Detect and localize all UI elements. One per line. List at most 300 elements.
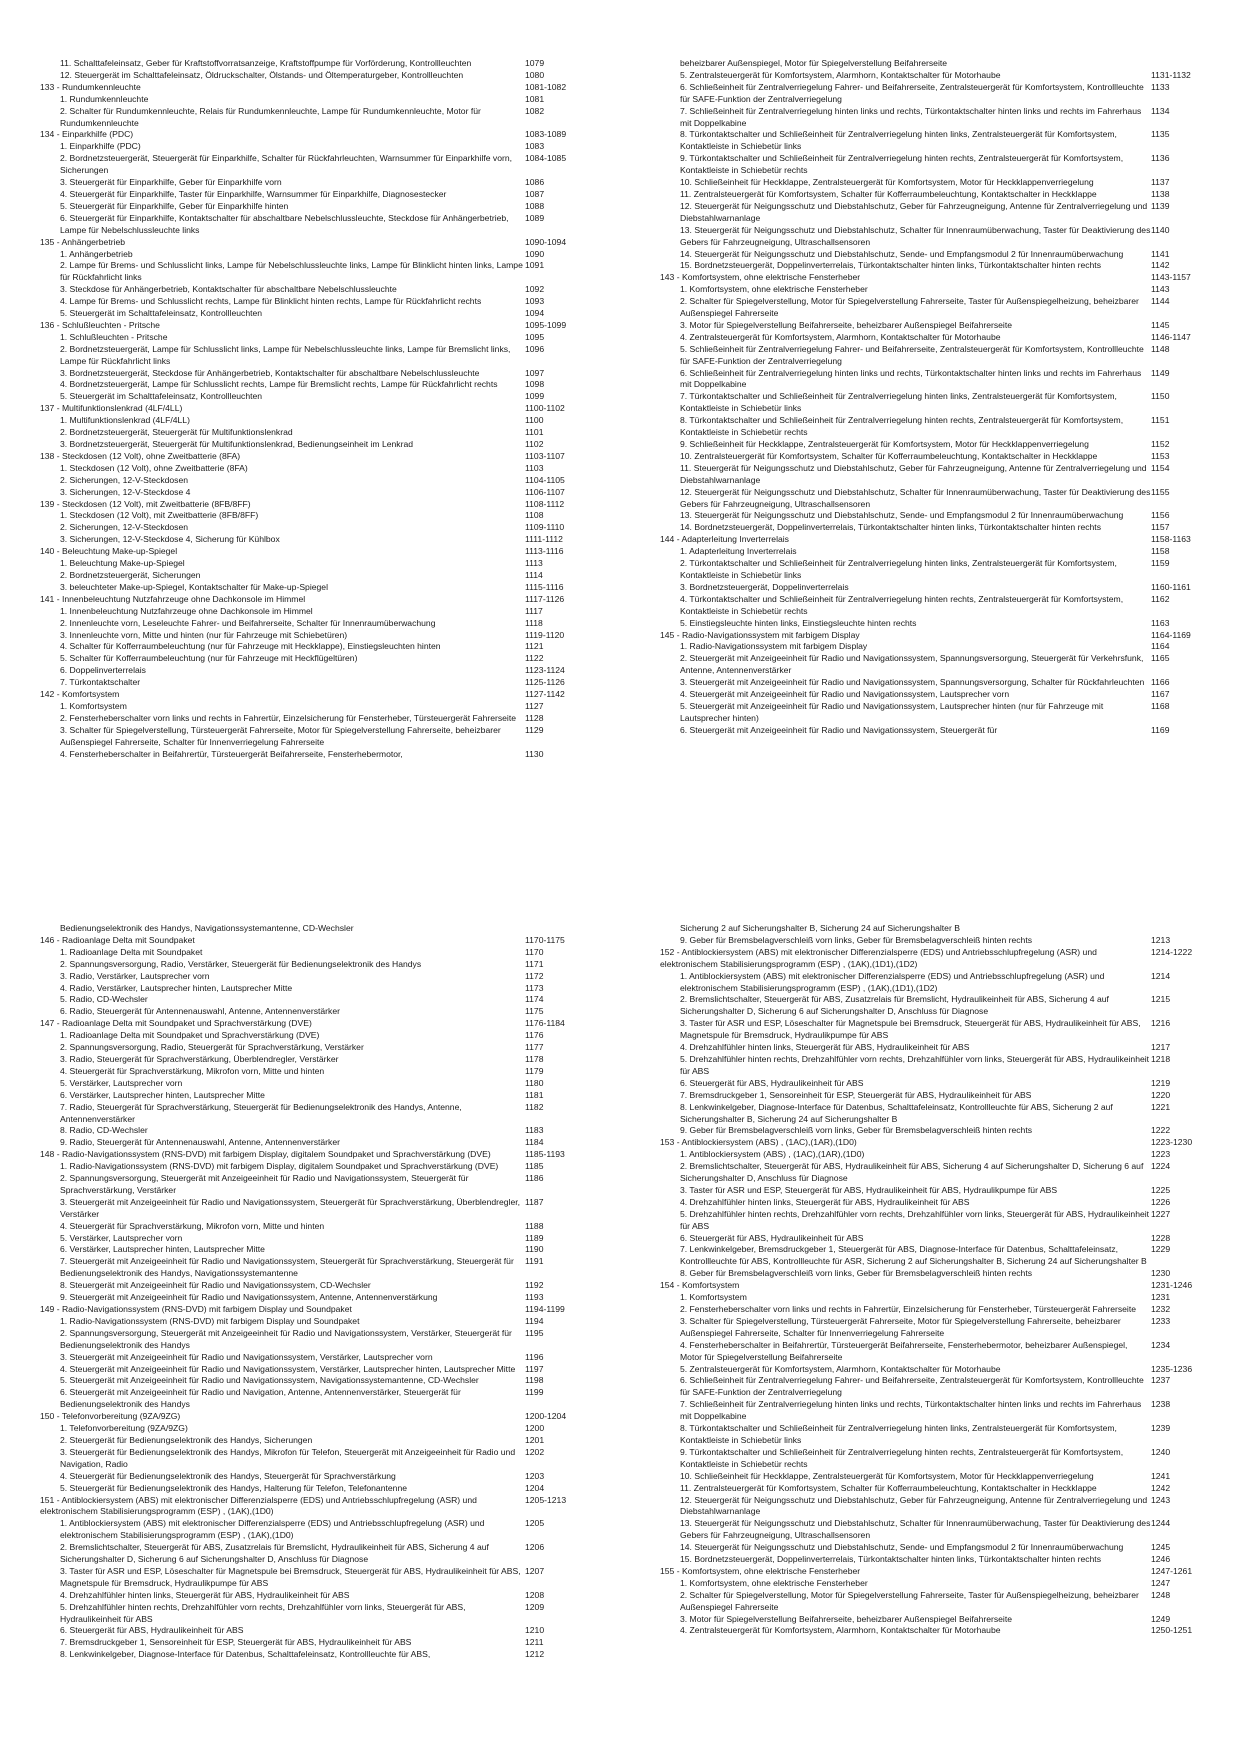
- toc-entry-title: 2. Bordnetzsteuergerät, Steuergerät für Multifunktionslenkrad: [60, 427, 293, 438]
- toc-subentry: [40, 1518, 675, 1542]
- toc-entry-title: 8. Lenkwinkelgeber, Diagnose-Interface für Datenbus, Schalttafeleinsatz, Kontrollleuchte für ABS, Sicherung 2 auf Sicherungshalter B, Sicherung 24 auf Sicherungshalter B: [680, 1101, 1113, 1124]
- toc-entry-title: 3. Bordnetzsteuergerät, Steuergerät für Multifunktionslenkrad, Bedienungseinheit im Lenkrad: [60, 439, 414, 449]
- toc-entry-page: 1136: [1151, 153, 1170, 164]
- toc-subentry: [40, 1649, 675, 1661]
- toc-entry-page: 1123-1124: [525, 665, 565, 676]
- toc-subentry: [660, 1375, 1220, 1399]
- toc-entry-title: 4. Schalter für Kofferraumbeleuchtung (nur für Fahrzeuge mit Heckklappe), Einstiegsleuchten hinten: [60, 641, 441, 652]
- toc-subentry: [660, 677, 1220, 689]
- toc-entry-page: 1130: [525, 748, 544, 759]
- toc-entry-title: 6. Steuergerät für ABS, Hydraulikeinheit für ABS: [60, 1625, 244, 1636]
- toc-entry-page: 1224: [1151, 1161, 1171, 1172]
- toc-entry-page: 1185: [525, 1161, 544, 1172]
- toc-entry-title: 9. Geber für Bremsbelagverschleiß vorn links, Geber für Bremsbelagverschleiß hinten rechts: [680, 934, 1033, 945]
- toc-subentry: [660, 189, 1220, 201]
- toc-entry-title: 2. Bordnetzsteuergerät, Lampe für Schlusslicht links, Lampe für Nebelschlussleuchte links, Lampe für Bremslicht links, Lampe für Rückfahrlicht links: [60, 343, 511, 366]
- toc-subentry: [660, 1054, 1220, 1078]
- toc-entry-page: 1125-1126: [525, 677, 565, 688]
- toc-entry-page: 1170: [525, 946, 544, 957]
- toc-entry-title: 2. Sicherungen, 12-V-Steckdosen: [60, 474, 189, 485]
- toc-top-right: [660, 58, 1220, 737]
- toc-entry-page: 1168: [1151, 700, 1170, 711]
- toc-entry-page: 1176-1184: [525, 1018, 565, 1029]
- toc-subentry: [660, 177, 1220, 189]
- toc-subentry: [660, 451, 1220, 463]
- toc-entry-page: 1080: [525, 69, 545, 80]
- toc-subentry: [660, 725, 1220, 737]
- toc-entry-title: 7. Steuergerät mit Anzeigeeinheit für Radio und Navigationssystem, Steuergerät für Sprachverstärkung, Steuergerät für Bedienungselektronik des Handys, Navigationssystemantenne: [60, 1256, 514, 1279]
- toc-entry-page: 1138: [1151, 188, 1170, 199]
- toc-entry-title: 5. Steuergerät mit Anzeigeeinheit für Radio und Navigationssystem, Navigationssystemantenne, CD-Wechsler: [60, 1375, 479, 1386]
- toc-entry-page: 1100-1102: [525, 403, 565, 414]
- toc-subentry: [660, 510, 1220, 522]
- toc-entry-title: 6. Steuergerät für ABS, Hydraulikeinheit für ABS: [680, 1077, 864, 1088]
- toc-entry-title: 3. Steuergerät mit Anzeigeeinheit für Radio und Navigationssystem, Verstärker, Lautsprecher vorn: [60, 1351, 433, 1362]
- toc-entry-title: 8. Steuergerät mit Anzeigeeinheit für Radio und Navigationssystem, CD-Wechsler: [60, 1280, 371, 1291]
- toc-chapter-entry: [40, 82, 675, 94]
- toc-entry-page: 1209: [525, 1601, 545, 1612]
- toc-entry-page: 1180: [525, 1077, 544, 1088]
- toc-subentry: [660, 522, 1220, 534]
- toc-subentry: [660, 1316, 1220, 1340]
- toc-subentry: [660, 701, 1220, 725]
- toc-entry-page: 1087: [525, 188, 545, 199]
- toc-entry-title: 5. Schalter für Kofferraumbeleuchtung (nur für Fahrzeuge mit Heckflügeltüren): [60, 653, 358, 664]
- toc-entry-page: 1222: [1151, 1125, 1171, 1136]
- toc-entry-title: 3. Innenleuchte vorn, Mitte und hinten (nur für Fahrzeuge mit Schiebetüren): [60, 629, 348, 640]
- toc-entry-title: 142 - Komfortsystem: [40, 689, 120, 700]
- toc-chapter-entry: [40, 1018, 675, 1030]
- toc-entry-page: 1150: [1151, 391, 1170, 402]
- toc-subentry: [660, 1614, 1220, 1626]
- toc-subentry: [40, 558, 675, 570]
- toc-entry-title: 6. Steuergerät für ABS, Hydraulikeinheit für ABS: [680, 1232, 864, 1243]
- toc-entry-title: 152 - Antiblockiersystem (ABS) mit elektronischer Differenzialsperre (EDS) und Antriebsschlupfregelung (ASR) und elektronischem Stabilisierungsprogramm (ESP) , (1AK),(1D1),(1D2): [660, 946, 1097, 969]
- toc-entry-title: 2. Schalter für Spiegelverstellung, Motor für Spiegelverstellung Fahrerseite, Taster für Außenspiegelheizung, beheizbarer Außenspiegel Fahrerseite: [680, 296, 1139, 319]
- toc-subentry: [660, 201, 1220, 225]
- toc-entry-title: 1. Komfortsystem: [680, 1292, 747, 1303]
- toc-entry-title: 2. Innenleuchte vorn, Leseleuchte Fahrer- und Beifahrerseite, Schalter für Innenraumüberwachung: [60, 617, 436, 628]
- toc-entry-title: 2. Steuergerät für Bedienungselektronik des Handys, Sicherungen: [60, 1434, 313, 1445]
- toc-entry-title: 3. Bordnetzsteuergerät, Steckdose für Anhängerbetrieb, Kontaktschalter für abschaltbare Nebelschlussleuchte: [60, 367, 480, 378]
- toc-chapter-entry: [40, 451, 675, 463]
- toc-subentry: [660, 82, 1220, 106]
- toc-entry-title: 3. Radio, Verstärker, Lautsprecher vorn: [60, 970, 210, 981]
- toc-entry-page: 1210: [525, 1625, 545, 1636]
- toc-entry-title: 4. Steuergerät mit Anzeigeeinheit für Radio und Navigationssystem, Lautsprecher vorn: [680, 689, 1010, 700]
- toc-subentry: [660, 415, 1220, 439]
- toc-entry-title: 2. Fensterheberschalter vorn links und rechts in Fahrertür, Einzelsicherung für Fensterheber, Türsteuergerät Fahrerseite: [680, 1304, 1137, 1314]
- toc-subentry: [40, 415, 675, 427]
- toc-entry-page: 1185-1193: [525, 1149, 565, 1160]
- toc-entry-page: 1192: [525, 1280, 544, 1291]
- toc-entry-page: 1146-1147: [1151, 331, 1191, 342]
- toc-entry-title: 5. Drehzahlfühler hinten rechts, Drehzahlfühler vorn rechts, Drehzahlfühler vorn links, Steuergerät für ABS, Hydraulikeinheit für ABS: [680, 1208, 1150, 1231]
- toc-entry-title: 150 - Telefonvorbereitung (9ZA/9ZG): [40, 1411, 181, 1422]
- toc-entry-title: 15. Bordnetzsteuergerät, Doppelinverterrelais, Türkontaktschalter hinten links, Türkontaktschalter hinten rechts: [680, 1554, 1101, 1565]
- toc-subentry: [40, 260, 675, 284]
- toc-subentry: [40, 1625, 675, 1637]
- toc-subentry: [40, 1328, 675, 1352]
- toc-entry-title: 2. Türkontaktschalter und Schließeinheit für Zentralverriegelung hinten links, Zentralsteuergerät für Komfortsystem, Kontaktleiste in Schiebetür links: [680, 558, 1117, 580]
- toc-entry-title: 1. Radioanlage Delta mit Soundpaket und Sprachverstärkung (DVE): [60, 1030, 320, 1041]
- toc-entry-page: 1230: [1151, 1268, 1171, 1279]
- toc-subentry: [40, 1435, 675, 1447]
- toc-entry-page: 1103: [525, 462, 544, 473]
- toc-entry-title: 2. Lampe für Brems- und Schlusslicht links, Lampe für Nebelschlussleuchte links, Lampe für Blinklicht hinten links, Lampe für Rückfahrlicht links: [60, 260, 523, 283]
- toc-subentry: [40, 1137, 675, 1149]
- toc-chapter-entry: [660, 1566, 1220, 1578]
- toc-entry-title: 2. Spannungsversorgung, Radio, Verstärker, Steuergerät für Bedienungselektronik des Handys: [60, 958, 422, 969]
- toc-subentry: [660, 58, 1220, 70]
- toc-entry-title: 4. Steuergerät mit Anzeigeeinheit für Radio und Navigationssystem, Verstärker, Lautsprecher hinten, Lautsprecher Mitte: [60, 1363, 516, 1374]
- toc-subentry: [40, 391, 675, 403]
- toc-entry-page: 1191: [525, 1256, 544, 1267]
- toc-subentry: [660, 1233, 1220, 1245]
- toc-subentry: [40, 983, 675, 995]
- toc-entry-page: 1198: [525, 1375, 544, 1386]
- toc-entry-page: 1164: [1151, 641, 1170, 652]
- toc-entry-page: 1194: [525, 1315, 544, 1326]
- toc-entry-page: 1090-1094: [525, 236, 567, 247]
- toc-entry-title: 136 - Schlußleuchten - Pritsche: [40, 319, 160, 330]
- toc-entry-title: Sicherung 2 auf Sicherungshalter B, Sicherung 24 auf Sicherungshalter B: [680, 923, 960, 933]
- toc-entry-page: 1158-1163: [1151, 534, 1191, 545]
- toc-subentry: [40, 1042, 675, 1054]
- toc-entry-page: 1169: [1151, 724, 1170, 735]
- toc-subentry: [660, 153, 1220, 177]
- toc-entry-page: 1233: [1151, 1315, 1171, 1326]
- toc-entry-page: 1204: [525, 1482, 545, 1493]
- toc-subentry: [40, 463, 675, 475]
- toc-entry-title: 11. Zentralsteuergerät für Komfortsystem, Schalter für Kofferraumbeleuchtung, Kontaktschalter in Heckklappe: [680, 1482, 1097, 1493]
- toc-entry-page: 1240: [1151, 1446, 1171, 1457]
- toc-subentry: [40, 249, 675, 261]
- toc-subentry: [660, 332, 1220, 344]
- toc-entry-title: 13. Steuergerät für Neigungsschutz und Diebstahlschutz, Schalter für Innenraumüberwachung, Taster für Deaktivierung des Gebers für Fahrzeugneigung, Ultraschallsensoren: [680, 1518, 1151, 1541]
- toc-entry-title: 8. Türkontaktschalter und Schließeinheit für Zentralverriegelung hinten rechts, Zentralsteuergerät für Komfortsystem, Kontaktleiste in Schiebetür rechts: [680, 415, 1124, 438]
- toc-entry-page: 1137: [1151, 177, 1170, 188]
- toc-entry-page: 1133: [1151, 81, 1170, 92]
- toc-subentry: [40, 1387, 675, 1411]
- toc-entry-page: 1200-1204: [525, 1411, 567, 1422]
- toc-subentry: [660, 1625, 1220, 1637]
- toc-chapter-entry: [660, 272, 1220, 284]
- toc-entry-title: 144 - Adapterleitung Inverterrelais: [660, 534, 789, 545]
- toc-subentry: [40, 106, 675, 130]
- toc-entry-title: 1. Steckdosen (12 Volt), mit Zweitbatterie (8FB/8FF): [60, 510, 259, 521]
- toc-subentry: [40, 427, 675, 439]
- toc-subentry: [660, 1125, 1220, 1137]
- toc-entry-page: 1194-1199: [525, 1304, 565, 1314]
- toc-entry-title: 1. Radio-Navigationssystem (RNS-DVD) mit farbigem Display und Soundpaket: [60, 1315, 360, 1326]
- toc-entry-page: 1214: [1151, 970, 1171, 981]
- toc-entry-page: 1205: [525, 1518, 545, 1529]
- toc-entry-page: 1187: [525, 1196, 544, 1207]
- toc-entry-title: 1. Schlußleuchten - Pritsche: [60, 331, 168, 342]
- toc-subentry: [40, 1602, 675, 1626]
- toc-entry-title: 5. Drehzahlfühler hinten rechts, Drehzahlfühler vorn rechts, Drehzahlfühler vorn links, Steuergerät für ABS, Hydraulikeinheit für ABS: [60, 1601, 466, 1624]
- toc-entry-page: 1097: [525, 367, 545, 378]
- toc-entry-title: 1. Radio-Navigationssystem mit farbigem Display: [680, 641, 868, 652]
- toc-entry-page: 1250-1251: [1151, 1625, 1193, 1636]
- toc-entry-title: 4. Bordnetzsteuergerät, Lampe für Schlusslicht rechts, Lampe für Bremslicht rechts, Lampe für Rückfahrlicht rechts: [60, 379, 498, 390]
- toc-entry-title: 7. Radio, Steuergerät für Sprachverstärkung, Steuergerät für Bedienungselektronik des Handys, Antenne, Antennenverstärker: [60, 1101, 462, 1124]
- toc-entry-page: 1164-1169: [1151, 629, 1191, 640]
- toc-subentry: [660, 1340, 1220, 1364]
- toc-subentry: [40, 1197, 675, 1221]
- toc-entry-page: 1239: [1151, 1423, 1171, 1434]
- toc-entry-page: 1117: [525, 605, 543, 616]
- toc-entry-title: 2. Bremslichtschalter, Steuergerät für ABS, Zusatzrelais für Bremslicht, Hydraulikeinheit für ABS, Sicherung 4 auf Sicherungshalter D, Sicherung 6 auf Sicherungshalter D, Anschluss für Diagnose: [680, 994, 1109, 1017]
- toc-subentry: [40, 1280, 675, 1292]
- toc-entry-title: 2. Schalter für Spiegelverstellung, Motor für Spiegelverstellung Fahrerseite, Taster für Außenspiegelheizung, beheizbarer Außenspiegel Fahrerseite: [680, 1589, 1139, 1612]
- toc-entry-page: 1095: [525, 331, 545, 342]
- toc-entry-title: 5. Steuergerät für Bedienungselektronik des Handys, Halterung für Telefon, Telefonantenne: [60, 1482, 408, 1493]
- toc-entry-page: 1148: [1151, 343, 1170, 354]
- toc-chapter-entry: [40, 689, 675, 701]
- toc-subentry: [660, 1018, 1220, 1042]
- toc-subentry: [40, 1066, 675, 1078]
- toc-entry-title: 5. Steuergerät im Schalttafeleinsatz, Kontrollleuchten: [60, 308, 263, 319]
- toc-entry-title: 4. Lampe für Brems- und Schlusslicht rechts, Lampe für Blinklicht hinten rechts, Lampe für Rückfahrlicht rechts: [60, 296, 482, 307]
- toc-entry-title: 6. Verstärker, Lautsprecher hinten, Lautsprecher Mitte: [60, 1089, 265, 1100]
- toc-subentry: [660, 935, 1220, 947]
- toc-entry-page: 1231-1246: [1151, 1280, 1193, 1291]
- toc-entry-title: 4. Drehzahlfühler hinten links, Steuergerät für ABS, Hydraulikeinheit für ABS: [60, 1589, 350, 1600]
- toc-subentry: [40, 677, 675, 689]
- toc-entry-title: 1. Radio-Navigationssystem (RNS-DVD) mit farbigem Display, digitalem Soundpaket und Sprachverstärkung (DVE): [60, 1161, 499, 1172]
- toc-chapter-entry: [40, 499, 675, 511]
- toc-entry-title: 154 - Komfortsystem: [660, 1280, 740, 1291]
- toc-entry-page: 1227: [1151, 1208, 1171, 1219]
- toc-entry-title: 1. Rundumkennleuchte: [60, 93, 149, 104]
- toc-subentry: [40, 1221, 675, 1233]
- toc-subentry: [40, 1102, 675, 1126]
- toc-subentry: [660, 106, 1220, 130]
- toc-chapter-entry: [40, 1149, 675, 1161]
- toc-entry-title: 12. Steuergerät für Neigungsschutz und Diebstahlschutz, Geber für Fahrzeugneigung, Antenne für Zentralverriegelung und Diebstahlwarnanlage: [680, 1494, 1148, 1517]
- toc-entry-page: 1238: [1151, 1399, 1171, 1410]
- toc-entry-page: 1114: [525, 569, 543, 580]
- toc-subentry: [660, 994, 1220, 1018]
- toc-entry-page: 1118: [525, 617, 543, 628]
- toc-entry-title: 4. Steuergerät für Sprachverstärkung, Mikrofon vorn, Mitte und hinten: [60, 1220, 325, 1231]
- toc-entry-page: 1200: [525, 1423, 545, 1434]
- toc-subentry: [660, 1268, 1220, 1280]
- toc-subentry: [40, 582, 675, 594]
- toc-entry-title: 1. Anhängerbetrieb: [60, 248, 133, 259]
- toc-subentry: [40, 618, 675, 630]
- toc-entry-page: 1212: [525, 1649, 545, 1660]
- toc-subentry: [40, 332, 675, 344]
- toc-entry-page: [1151, 58, 1220, 70]
- toc-subentry: [40, 1030, 675, 1042]
- toc-entry-title: 3. Motor für Spiegelverstellung Beifahrerseite, beheizbarer Außenspiegel Beifahrerseite: [680, 319, 1013, 330]
- toc-entry-title: 12. Steuergerät im Schalttafeleinsatz, Öldruckschalter, Ölstands- und Öltemperaturgeber, Kontrollleuchten: [60, 69, 464, 80]
- toc-subentry: [40, 1352, 675, 1364]
- toc-entry-title: 1. Radioanlage Delta mit Soundpaket: [60, 946, 203, 957]
- toc-subentry: [660, 1423, 1220, 1447]
- toc-entry-page: 1206: [525, 1542, 545, 1553]
- toc-entry-title: 5. Drehzahlfühler hinten rechts, Drehzahlfühler vorn rechts, Drehzahlfühler vorn links, Steuergerät für ABS, Hydraulikeinheit für ABS: [680, 1053, 1150, 1076]
- toc-entry-page: 1248: [1151, 1589, 1171, 1600]
- toc-entry-page: 1149: [1151, 367, 1170, 378]
- toc-entry-page: 1245: [1151, 1542, 1171, 1553]
- toc-entry-title: 134 - Einparkhilfe (PDC): [40, 129, 134, 140]
- toc-entry-title: 3. Taster für ASR und ESP, Löseschalter für Magnetspule bei Bremsdruck, Steuergerät für ABS, Hydraulikeinheit für ABS, Magnetspule für Bremsdruck, Hydraulikpumpe für ABS: [60, 1565, 521, 1588]
- toc-entry-title: 1. Komfortsystem, ohne elektrische Fensterheber: [680, 284, 868, 295]
- toc-entry-title: 148 - Radio-Navigationssystem (RNS-DVD) mit farbigem Display, digitalem Soundpaket und Sprachverstärkung (DVE): [40, 1149, 491, 1160]
- toc-subentry: [40, 344, 675, 368]
- toc-entry-title: 135 - Anhängerbetrieb: [40, 236, 126, 247]
- toc-entry-page: 1223-1230: [1151, 1137, 1193, 1148]
- toc-entry-page: 1167: [1151, 689, 1170, 700]
- toc-subentry: [660, 1161, 1220, 1185]
- toc-subentry: [660, 653, 1220, 677]
- toc-subentry: [40, 570, 675, 582]
- toc-entry-page: 1094: [525, 308, 545, 319]
- toc-subentry: [40, 1483, 675, 1495]
- toc-subentry: [660, 1554, 1220, 1566]
- toc-entry-title: 151 - Antiblockiersystem (ABS) mit elektronischer Differenzialsperre (EDS) und Antriebsschlupfregelung (ASR) und elektronischem Stabilisierungsprogramm (ESP) , (1AK),(1D0): [40, 1494, 477, 1517]
- toc-entry-title: 4. Steuergerät für Bedienungselektronik des Handys, Steuergerät für Sprachverstärkung: [60, 1470, 396, 1481]
- toc-chapter-entry: [40, 1411, 675, 1423]
- toc-subentry: [660, 1090, 1220, 1102]
- toc-chapter-entry: [40, 546, 675, 558]
- toc-entry-page: 1131-1132: [1151, 69, 1191, 80]
- toc-subentry: [40, 1090, 675, 1102]
- toc-entry-title: 9. Radio, Steuergerät für Antennenauswahl, Antenne, Antennenverstärker: [60, 1137, 340, 1148]
- toc-entry-title: 5. Schließeinheit für Zentralverriegelung Fahrer- und Beifahrerseite, Zentralsteuergerät für Komfortsystem, Kontrollleuchte für SAFE-Funktion der Zentralverriegelung: [680, 343, 1144, 366]
- toc-entry-page: 1104-1105: [525, 474, 565, 485]
- toc-entry-title: 2. Spannungsversorgung, Steuergerät mit Anzeigeeinheit für Radio und Navigationssystem, Verstärker, Steuergerät für Bedienungselektronik des Handys: [60, 1327, 512, 1350]
- toc-subentry: [40, 1292, 675, 1304]
- toc-entry-page: 1109-1110: [525, 522, 565, 533]
- toc-subentry: [40, 522, 675, 534]
- toc-entry-page: 1207: [525, 1565, 545, 1576]
- toc-entry-title: 2. Schalter für Rundumkennleuchte, Relais für Rundumkennleuchte, Lampe für Rundumkennleuchte, Motor für Rundumkennleuchte: [60, 105, 481, 128]
- toc-entry-title: 2. Spannungsversorgung, Radio, Steuergerät für Sprachverstärkung, Verstärker: [60, 1042, 364, 1053]
- toc-entry-title: 4. Zentralsteuergerät für Komfortsystem, Alarmhorn, Kontaktschalter für Motorhaube: [680, 1625, 1001, 1636]
- toc-subentry: [40, 201, 675, 213]
- toc-entry-page: 1184: [525, 1137, 544, 1148]
- toc-entry-page: 1247: [1151, 1577, 1171, 1588]
- toc-entry-page: 1234: [1151, 1339, 1171, 1350]
- toc-entry-page: 1176: [525, 1030, 544, 1041]
- toc-entry-title: 12. Steuergerät für Neigungsschutz und Diebstahlschutz, Geber für Fahrzeugneigung, Antenne für Zentralverriegelung und Diebstahlwarnanlage: [680, 200, 1148, 223]
- toc-entry-page: 1208: [525, 1589, 545, 1600]
- toc-entry-page: 1178: [525, 1053, 544, 1064]
- toc-chapter-entry: [40, 320, 675, 332]
- toc-entry-title: 3. beleuchteter Make-up-Spiegel, Kontaktschalter für Make-up-Spiegel: [60, 581, 328, 592]
- toc-entry-title: 3. Bordnetzsteuergerät, Doppelinverterrelais: [680, 581, 849, 592]
- toc-entry-page: 1199: [525, 1387, 544, 1398]
- toc-entry-title: 13. Steuergerät für Neigungsschutz und Diebstahlschutz, Schalter für Innenraumüberwachung, Taster für Deaktivierung des Gebers für Fahrzeugneigung, Ultraschallsensoren: [680, 224, 1151, 247]
- toc-entry-title: 3. Taster für ASR und ESP, Steuergerät für ABS, Hydraulikeinheit für ABS, Hydraulikpumpe für ABS: [680, 1184, 1058, 1195]
- toc-entry-title: 10. Schließeinheit für Heckklappe, Zentralsteuergerät für Komfortsystem, Motor für Heckklappenverriegelung: [680, 1470, 1094, 1481]
- toc-subentry: [660, 463, 1220, 487]
- toc-chapter-entry: [40, 1304, 675, 1316]
- toc-subentry: [660, 1590, 1220, 1614]
- toc-entry-title: 6. Steuergerät mit Anzeigeeinheit für Radio und Navigation, Antenne, Antennenverstärker, Steuergerät für Bedienungselektronik des Handys: [60, 1387, 461, 1410]
- toc-subentry: [660, 1542, 1220, 1554]
- toc-entry-page: 1082: [525, 105, 545, 116]
- toc-entry-title: 2. Bordnetzsteuergerät, Steuergerät für Einparkhilfe, Schalter für Rückfahrleuchten, Warnsummer für Einparkhilfe vorn, Sicherungen: [60, 153, 513, 176]
- toc-chapter-entry: [40, 237, 675, 249]
- toc-entry-page: 1215: [1151, 994, 1171, 1005]
- toc-subentry: [40, 606, 675, 618]
- toc-entry-title: 1. Antiblockiersystem (ABS) , (1AC),(1AR),(1D0): [680, 1149, 865, 1160]
- toc-subentry: [40, 308, 675, 320]
- toc-entry-title: 1. Steckdosen (12 Volt), ohne Zweitbatterie (8FA): [60, 462, 248, 473]
- toc-entry-title: Bedienungselektronik des Handys, Navigationssystemantenne, CD-Wechsler: [60, 923, 354, 933]
- toc-entry-title: 5. Einstiegsleuchte hinten links, Einstiegsleuchte hinten rechts: [680, 617, 917, 628]
- toc-chapter-entry: [660, 947, 1220, 971]
- toc-entry-title: 3. Steckdose für Anhängerbetrieb, Kontaktschalter für abschaltbare Nebelschlussleuchte: [60, 284, 397, 295]
- toc-subentry: [40, 439, 675, 451]
- toc-entry-title: 2. Bordnetzsteuergerät, Sicherungen: [60, 569, 201, 580]
- toc-subentry: [40, 379, 675, 391]
- toc-subentry: [40, 368, 675, 380]
- toc-subentry: [40, 749, 675, 761]
- toc-entry-title: 3. Schalter für Spiegelverstellung, Türsteuergerät Fahrerseite, Motor für Spiegelverstellung Fahrerseite, beheizbarer Außenspiegel Fahrerseite, Schalter für Innenverriegelung Fahrerseite: [60, 724, 501, 747]
- toc-entry-page: 1237: [1151, 1375, 1171, 1386]
- toc-entry-title: 5. Zentralsteuergerät für Komfortsystem, Alarmhorn, Kontaktschalter für Motorhaube: [680, 1363, 1001, 1374]
- toc-entry-title: 7. Schließeinheit für Zentralverriegelung hinten links und rechts, Türkontaktschalter hinten links und rechts im Fahrerhaus mit Doppelkabine: [680, 1399, 1142, 1422]
- toc-entry-title: 1. Beleuchtung Make-up-Spiegel: [60, 558, 185, 569]
- toc-subentry: [40, 1233, 675, 1245]
- toc-entry-title: 9. Türkontaktschalter und Schließeinheit für Zentralverriegelung hinten rechts, Zentralsteuergerät für Komfortsystem, Kontaktleiste in Schiebetür rechts: [680, 1446, 1124, 1469]
- toc-entry-title: 5. Zentralsteuergerät für Komfortsystem, Alarmhorn, Kontaktschalter für Motorhaube: [680, 69, 1001, 80]
- toc-entry-title: 8. Radio, CD-Wechsler: [60, 1125, 148, 1136]
- toc-entry-page: 1153: [1151, 450, 1170, 461]
- toc-subentry: [660, 439, 1220, 451]
- toc-entry-page: 1171: [525, 958, 544, 969]
- toc-subentry: [40, 653, 675, 665]
- toc-entry-title: 1. Multifunktionslenkrad (4LF/4LL): [60, 415, 190, 426]
- toc-entry-page: 1135: [1151, 129, 1170, 140]
- toc-entry-title: 139 - Steckdosen (12 Volt), mit Zweitbatterie (8FB/8FF): [40, 498, 251, 509]
- toc-entry-title: 2. Spannungsversorgung, Steuergerät mit Anzeigeeinheit für Radio und Navigationssystem, Steuergerät für Sprachverstärkung, Verstärker: [60, 1173, 469, 1195]
- toc-entry-title: 4. Zentralsteuergerät für Komfortsystem, Alarmhorn, Kontaktschalter für Motorhaube: [680, 331, 1001, 342]
- toc-entry-title: 3. Schalter für Spiegelverstellung, Türsteuergerät Fahrerseite, Motor für Spiegelverstellung Fahrerseite, beheizbarer Außenspiegel Fahrerseite, Schalter für Innenverriegelung Fahrerseite: [680, 1315, 1121, 1338]
- toc-chapter-entry: [40, 1495, 675, 1519]
- toc-entry-title: 138 - Steckdosen (12 Volt), ohne Zweitbatterie (8FA): [40, 450, 241, 461]
- toc-entry-page: 1242: [1151, 1482, 1171, 1493]
- toc-entry-page: 1106-1107: [525, 486, 565, 497]
- toc-subentry: [40, 153, 675, 177]
- toc-subentry: [660, 546, 1220, 558]
- toc-subentry: [660, 260, 1220, 272]
- toc-entry-title: 7. Türkontaktschalter: [60, 677, 141, 688]
- toc-entry-title: beheizbarer Außenspiegel, Motor für Spiegelverstellung Beifahrerseite: [680, 58, 948, 68]
- toc-entry-page: 1173: [525, 982, 544, 993]
- toc-entry-page: 1113-1116: [525, 546, 564, 557]
- toc-entry-page: 1134: [1151, 105, 1170, 116]
- toc-chapter-entry: [40, 403, 675, 415]
- toc-entry-title: 6. Verstärker, Lautsprecher hinten, Lautsprecher Mitte: [60, 1244, 265, 1255]
- toc-entry-title: 3. Steuergerät für Einparkhilfe, Geber für Einparkhilfe vorn: [60, 177, 282, 188]
- toc-entry-page: 1225: [1151, 1184, 1171, 1195]
- toc-entry-title: 1. Einparkhilfe (PDC): [60, 141, 141, 152]
- toc-entry-page: 1079: [525, 58, 545, 68]
- toc-entry-page: 1081-1082: [525, 81, 567, 92]
- toc-entry-title: 141 - Innenbeleuchtung Nutzfahrzeuge ohne Dachkonsole im Himmel: [40, 593, 306, 604]
- toc-entry-title: 5. Steuergerät mit Anzeigeeinheit für Radio und Navigationssystem, Lautsprecher hinten (nur für Fahrzeuge mit Lautsprecher hinten): [680, 700, 1104, 723]
- toc-entry-title: 3. Motor für Spiegelverstellung Beifahrerseite, beheizbarer Außenspiegel Beifahrerseite: [680, 1613, 1013, 1624]
- toc-entry-page: 1122: [525, 653, 544, 664]
